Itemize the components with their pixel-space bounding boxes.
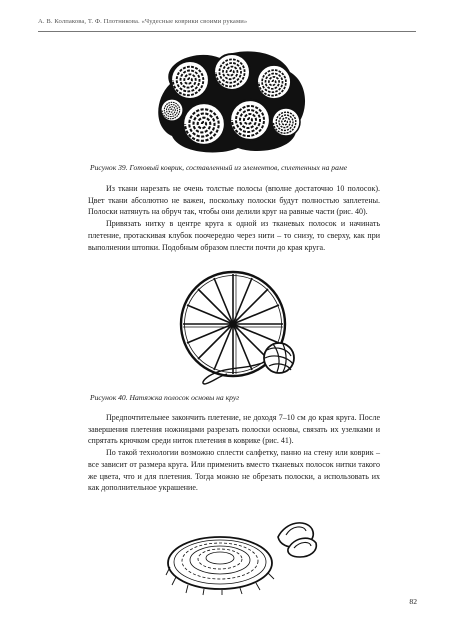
body-text-block-2 [88,412,380,494]
figure-40-caption: Рисунок 40. Натяжка полосок основы на круг [90,393,240,402]
running-header: А. В. Колпакова, Т. Ф. Плотникова. «Чудесные коврики своими руками» [38,18,248,25]
paragraph-2: Привязать нитку в центре круга к одной из тканевых полосок и начинать плетение, протаскивая клубок поочередно через нити – то снизу, то сверху, как при выполнении штопки. Подобным образом плести почти до края круга. [88,219,380,252]
paragraph-3: Предпочтительнее закончить плетение, не доходя 7–10 см до края круга. После завершения плетения ножницами разрезать полоски основы, связать их узелками и спрятать крючком среди ниток плетения в коврике (рис. 41). [88,413,380,446]
paragraph-1: Из ткани нарезать не очень толстые полосы (вполне достаточно 10 полосок). Цвет ткани абсолютно не важен, поскольку полоски будут полностью заплетены. Полоски натянуть на обруч так, чтобы они делили круг на равные части (рис. 40). [88,184,380,217]
page-number: 82 [409,597,417,606]
figure-41-rug-illustration [160,515,320,595]
figure-40-hoop-illustration [175,266,315,386]
body-text-block-1 [88,183,380,253]
figure-39-rug-illustration [150,44,310,156]
figure-39-caption: Рисунок 39. Готовый коврик, составленный из элементов, сплетенных на раме [90,163,348,172]
paragraph-4: По такой технологии возможно сплести салфетку, панно на стену или коврик – все зависит от размера круга. Или применить вместо тканевых полосок нитки такого же цвета, что и для плетения. Тогда можно не обрезать полоски, а использовать их как дополнительное украшение. [88,448,380,493]
header-rule [38,31,416,32]
